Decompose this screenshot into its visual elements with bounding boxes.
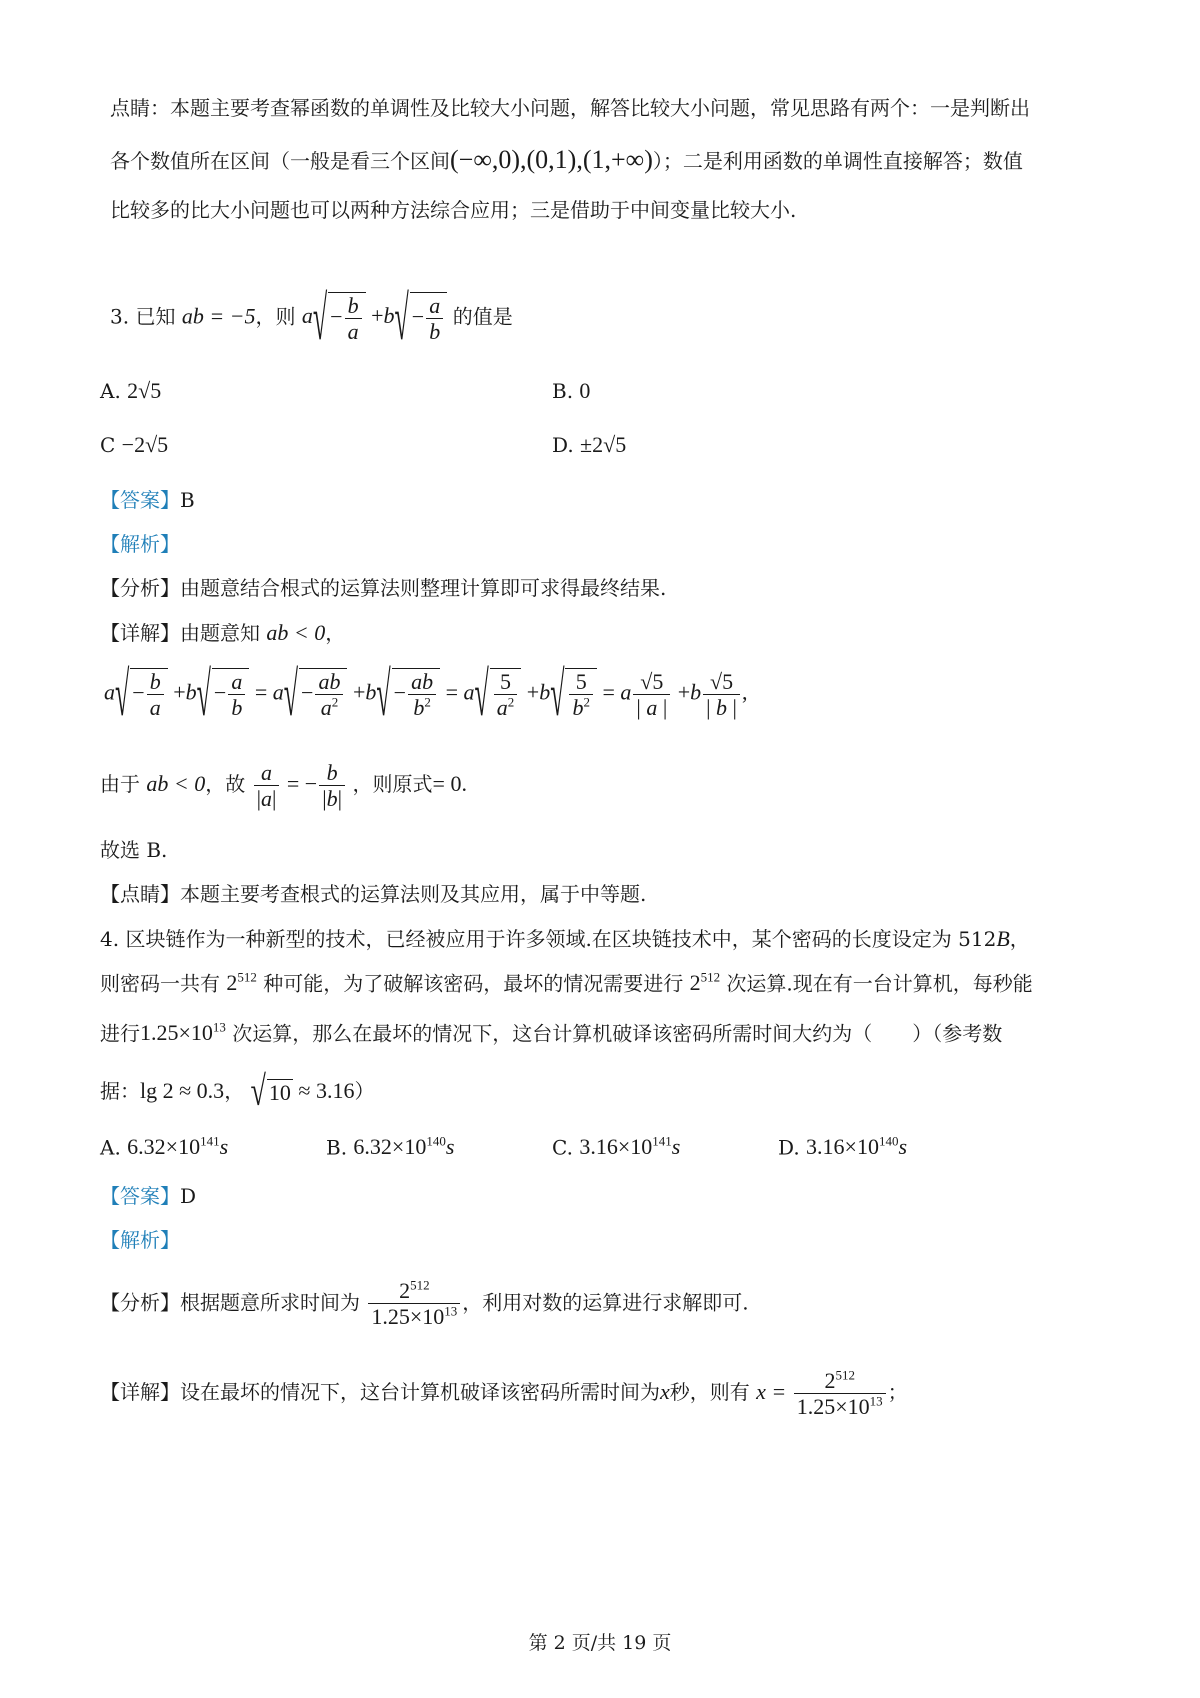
fenxi-text: 由题意结合根式的运算法则整理计算即可求得最终结果. <box>180 576 667 600</box>
q4-line-3-b: 次运算，那么在最坏的情况下，这台计算机破译该密码所需时间大约为（ ）（参考数 <box>232 1021 1003 1046</box>
q3-option-b[interactable] <box>552 378 590 404</box>
option-a-label: A. <box>100 379 121 403</box>
q4-detail-pre: 设在最坏的情况下，这台计算机破译该密码所需时间为 <box>180 1379 660 1404</box>
q4-line-2-c: 次运算.现在有一台计算机，每秒能 <box>726 971 1033 996</box>
q4-option-b-exp: 140 <box>426 1134 446 1149</box>
q3-analysis-label: 【解析】 <box>100 532 180 556</box>
page-footer: 第 2 页/共 19 页 <box>528 1632 672 1654</box>
detail-label: 【详解】 <box>100 621 180 645</box>
q4-fenxi-label: 【分析】 <box>100 1290 180 1315</box>
q4-option-d-exp: 140 <box>878 1134 899 1149</box>
q4-option-b-label: B. <box>326 1135 348 1160</box>
q3-mid: ，则 <box>255 304 296 329</box>
option-a-value: 2√5 <box>127 378 162 403</box>
tip-line-2 <box>110 144 1023 175</box>
tip-line-1: 点睛：本题主要考查幂函数的单调性及比较大小问题，解答比较大小问题，常见思路有两个：一是判断出 <box>110 96 1030 120</box>
q3-expression: a√ − $\frac{b}{a}$ +b√ − $\frac{a}{b}$ <box>302 303 453 328</box>
q4-option-d-label: D. <box>778 1135 800 1160</box>
answer-value: B <box>180 488 195 512</box>
q4-detail <box>100 1368 908 1420</box>
tip-text: 本题主要考查根式的运算法则及其应用，属于中等题. <box>180 882 647 906</box>
q4-answer <box>100 1184 196 1208</box>
sqrt10-reference: √ 10 ≈ 3.16 <box>250 1069 355 1116</box>
q4-line-4-e: ） <box>354 1078 375 1103</box>
fenxi-label: 【分析】 <box>100 576 180 600</box>
q4-line-4-a: 据： <box>100 1078 140 1103</box>
q4-option-c[interactable] <box>552 1134 680 1160</box>
tip-line-3: 比较多的比大小问题也可以两种方法综合应用；三是借助于中间变量比较大小. <box>110 198 797 222</box>
tip-label: 【点睛】 <box>100 882 180 906</box>
q4-option-c-label: C. <box>552 1135 573 1160</box>
detail-pre: 由题意知 <box>180 621 260 645</box>
q4-unit-b: B <box>996 926 1010 951</box>
q4-detail-end: ； <box>887 1379 908 1404</box>
option-c-label: C <box>100 433 116 457</box>
q4-option-a-label: A. <box>100 1135 121 1160</box>
q4-analysis-label: 【解析】 <box>100 1228 180 1252</box>
q4-fenxi-pre: 根据题意所求时间为 <box>180 1290 360 1315</box>
q4-detail-label: 【详解】 <box>100 1379 180 1404</box>
q4-line-1-text: 4. 区块链作为一种新型的技术，已经被应用于许多领域.在区块链技术中，某个密码的长度设定为 512 <box>100 927 997 951</box>
detail-condition: ab < 0 <box>266 620 326 645</box>
tip-line-2-post: ）；二是利用函数的单调性直接解答；数值 <box>652 149 1023 173</box>
lg2-reference: lg 2 ≈ 0.3 <box>140 1077 225 1103</box>
q3-fenxi <box>100 576 666 600</box>
intervals-expression: (−∞,0),(0,1),(1,+∞) <box>450 145 653 174</box>
q4-line-1-end: ， <box>1009 927 1030 951</box>
power-2-512: $2^{512}$ <box>226 970 257 996</box>
since-mid: ，故 <box>205 771 246 796</box>
q4-option-c-unit: s <box>671 1134 681 1160</box>
q4-option-b[interactable] <box>326 1134 454 1160</box>
option-c-value: −2√5 <box>121 432 169 457</box>
option-d-value: ±2√5 <box>580 432 627 457</box>
since-pre: 由于 <box>100 771 140 796</box>
answer-label: 【答案】 <box>100 488 180 512</box>
q4-option-a-value: 6.32×10 <box>127 1134 201 1160</box>
q3-since-line <box>100 760 467 812</box>
q4-line-3 <box>100 1020 1002 1047</box>
q4-detail-eq: x = <box>756 1378 787 1404</box>
q3-option-a[interactable] <box>100 378 161 404</box>
q4-option-a-exp: 141 <box>200 1134 220 1149</box>
q3-suffix: 的值是 <box>452 304 513 329</box>
ratio-equation: $\frac{a}{|a|}$ = − $\frac{b}{|b|}$ <box>252 771 353 796</box>
q4-option-c-value: 3.16×10 <box>579 1134 653 1160</box>
q4-line-3-a: 进行 <box>100 1021 140 1046</box>
q4-answer-value: D <box>180 1184 197 1208</box>
q4-option-d-unit: s <box>898 1134 908 1160</box>
tip-line-2-pre: 各个数值所在区间（一般是看三个区间 <box>110 149 450 173</box>
q4-detail-var: x <box>660 1378 670 1404</box>
detail-post: ， <box>325 621 346 645</box>
q4-line-2 <box>100 970 1033 997</box>
q3-condition: ab = −5 <box>181 303 256 329</box>
q4-line-1 <box>100 926 1030 952</box>
q4-fenxi <box>100 1278 749 1330</box>
q4-option-d[interactable] <box>778 1134 907 1160</box>
q4-line-2-a: 则密码一共有 <box>100 971 220 996</box>
q3-option-d[interactable] <box>552 432 626 458</box>
q3-choose: 故选 B. <box>100 838 168 862</box>
ops-per-second: $1.25\times 10^{13}$ <box>140 1020 226 1046</box>
q4-line-4 <box>100 1069 375 1116</box>
q4-option-b-unit: s <box>445 1134 455 1160</box>
option-b-label: B. <box>552 379 574 403</box>
since-end: = 0. <box>432 770 467 796</box>
q4-line-2-b: 种可能，为了破解该密码，最坏的情况需要进行 <box>263 971 684 996</box>
since-condition: ab < 0 <box>146 770 206 796</box>
q3-detail <box>100 620 345 646</box>
q4-option-a[interactable] <box>100 1134 228 1160</box>
q3-prefix: 3. 已知 <box>110 304 176 329</box>
q4-option-a-unit: s <box>219 1134 229 1160</box>
q3-option-c[interactable] <box>100 432 168 458</box>
power-2-512-b: $2^{512}$ <box>689 970 721 996</box>
q3-derivation-equation: a√ − $\frac{b}{a}$ +b√ − $\frac{a}{b}$ = a√ − $\frac{ab}{a^2}$ +b√ − $\frac{ab}{b^2}$ = a√ $\frac{5}{a^2}$ +b√ $\frac{5}{b^2}$ = a $\frac{√5}{| a |}$ +b $\frac{√5}{| b |}$ , <box>104 659 748 729</box>
q4-option-c-exp: 141 <box>652 1134 672 1149</box>
q4-line-4-c: ， <box>224 1078 245 1103</box>
q4-detail-mid: 秒，则有 <box>669 1379 750 1404</box>
option-b-value: 0 <box>579 378 591 403</box>
option-d-label: D. <box>552 433 574 457</box>
time-fraction: $\frac{2^{512}}{1.25\times 10^{13}}$ <box>368 1278 460 1330</box>
x-fraction: $\frac{2^{512}}{1.25\times 10^{13}}$ <box>794 1368 886 1420</box>
since-mid2: ，则原式 <box>352 771 433 796</box>
q3-answer <box>100 488 195 512</box>
q4-option-b-value: 6.32×10 <box>353 1134 427 1160</box>
q3-tip <box>100 882 646 906</box>
q4-option-d-value: 3.16×10 <box>806 1134 879 1160</box>
q4-answer-label: 【答案】 <box>100 1184 180 1208</box>
sqrt10-value: ≈ 3.16 <box>298 1077 355 1103</box>
q4-fenxi-post: ，利用对数的运算进行求解即可. <box>462 1290 749 1315</box>
q3-stem <box>110 283 513 353</box>
